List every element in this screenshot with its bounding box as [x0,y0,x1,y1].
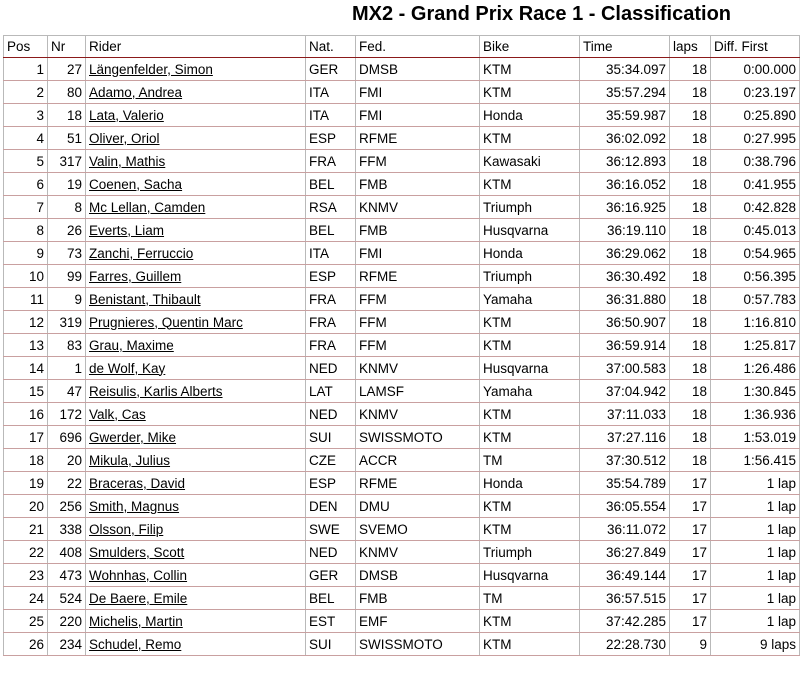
table-row [4,58,800,81]
cell-nr: 9 [48,288,86,311]
cell-time: 36:59.914 [580,334,670,357]
cell-nr: 1 [48,357,86,380]
cell-time: 36:16.925 [580,196,670,219]
cell-fed: RFME [356,472,480,495]
cell-time: 35:59.987 [580,104,670,127]
cell-diff: 0:25.890 [711,104,800,127]
rider-link[interactable]: Smith, Magnus [89,498,180,514]
rider-link[interactable]: Olsson, Filip [89,521,164,537]
table-row [4,127,800,150]
rider-link[interactable]: Grau, Maxime [89,337,174,353]
rider-link[interactable]: Benistant, Thibault [89,291,201,307]
cell-time: 37:04.942 [580,380,670,403]
cell-pos: 16 [4,403,48,426]
cell-diff: 0:54.965 [711,242,800,265]
cell-pos: 9 [4,242,48,265]
cell-fed: LAMSF [356,380,480,403]
cell-nr: 22 [48,472,86,495]
cell-nat: SUI [306,633,356,656]
cell-pos: 26 [4,633,48,656]
rider-link[interactable]: Smulders, Scott [89,544,185,560]
cell-laps: 18 [670,403,711,426]
cell-rider [86,380,306,403]
cell-bike: KTM [480,610,580,633]
cell-fed: SVEMO [356,518,480,541]
cell-diff: 1:26.486 [711,357,800,380]
cell-pos: 15 [4,380,48,403]
cell-laps: 18 [670,288,711,311]
table-row [4,403,800,426]
cell-laps: 17 [670,495,711,518]
table-row [4,380,800,403]
cell-diff: 1 lap [711,541,800,564]
cell-time: 35:34.097 [580,58,670,81]
cell-rider [86,518,306,541]
cell-fed: FFM [356,150,480,173]
cell-diff: 9 laps [711,633,800,656]
cell-laps: 18 [670,380,711,403]
cell-pos: 2 [4,81,48,104]
cell-time: 36:16.052 [580,173,670,196]
cell-time: 22:28.730 [580,633,670,656]
cell-fed: RFME [356,127,480,150]
cell-laps: 18 [670,311,711,334]
cell-bike: Honda [480,104,580,127]
table-header-row [4,36,800,58]
table-row [4,449,800,472]
cell-nr: 8 [48,196,86,219]
cell-laps: 18 [670,219,711,242]
rider-link[interactable]: Lata, Valerio [89,107,164,123]
cell-rider [86,495,306,518]
cell-time: 37:27.116 [580,426,670,449]
cell-nat: NED [306,541,356,564]
cell-diff: 1:56.415 [711,449,800,472]
cell-nr: 408 [48,541,86,564]
cell-diff: 1 lap [711,472,800,495]
table-row [4,196,800,219]
cell-bike: KTM [480,633,580,656]
cell-time: 37:11.033 [580,403,670,426]
cell-time: 36:30.492 [580,265,670,288]
cell-bike: Triumph [480,541,580,564]
cell-time: 35:57.294 [580,81,670,104]
rider-link[interactable]: Adamo, Andrea [89,84,183,100]
cell-nat: EST [306,610,356,633]
cell-nr: 80 [48,81,86,104]
rider-link[interactable]: Gwerder, Mike [89,429,177,445]
cell-diff: 1:25.817 [711,334,800,357]
cell-pos: 11 [4,288,48,311]
cell-bike: KTM [480,403,580,426]
cell-laps: 18 [670,196,711,219]
cell-bike: Triumph [480,265,580,288]
cell-laps: 18 [670,104,711,127]
cell-nat: FRA [306,288,356,311]
cell-laps: 17 [670,587,711,610]
cell-bike: KTM [480,518,580,541]
table-row [4,426,800,449]
cell-time: 35:54.789 [580,472,670,495]
rider-link[interactable]: de Wolf, Kay [89,360,166,376]
cell-rider [86,541,306,564]
cell-laps: 18 [670,265,711,288]
classification-table [3,35,800,656]
cell-rider [86,196,306,219]
rider-link[interactable]: Oliver, Oriol [89,130,160,146]
cell-rider [86,403,306,426]
table-row [4,564,800,587]
rider-link[interactable]: Valin, Mathis [89,153,166,169]
cell-rider [86,58,306,81]
cell-time: 36:05.554 [580,495,670,518]
cell-pos: 1 [4,58,48,81]
rider-link[interactable]: Coenen, Sacha [89,176,183,192]
cell-nat: FRA [306,334,356,357]
cell-laps: 18 [670,334,711,357]
rider-link[interactable]: Everts, Liam [89,222,165,238]
cell-time: 36:02.092 [580,127,670,150]
cell-fed: EMF [356,610,480,633]
rider-link[interactable]: Prugnieres, Quentin Marc [89,314,243,330]
cell-nat: ITA [306,104,356,127]
cell-rider [86,104,306,127]
cell-nr: 20 [48,449,86,472]
cell-nat: SUI [306,426,356,449]
cell-laps: 17 [670,472,711,495]
cell-time: 36:11.072 [580,518,670,541]
cell-time: 37:42.285 [580,610,670,633]
cell-diff: 1:53.019 [711,426,800,449]
cell-fed: FFM [356,311,480,334]
cell-rider [86,587,306,610]
cell-pos: 17 [4,426,48,449]
cell-nat: NED [306,403,356,426]
cell-pos: 21 [4,518,48,541]
rider-link[interactable]: Mikula, Julius [89,452,171,468]
cell-pos: 4 [4,127,48,150]
cell-pos: 14 [4,357,48,380]
cell-laps: 18 [670,127,711,150]
cell-diff: 0:00.000 [711,58,800,81]
cell-pos: 7 [4,196,48,219]
cell-fed: KNMV [356,403,480,426]
cell-nat: SWE [306,518,356,541]
cell-nat: BEL [306,219,356,242]
cell-laps: 18 [670,357,711,380]
cell-laps: 9 [670,633,711,656]
cell-rider [86,311,306,334]
cell-fed: SWISSMOTO [356,426,480,449]
cell-bike: KTM [480,173,580,196]
rider-link[interactable]: Reisulis, Karlis Alberts [89,383,223,399]
cell-nr: 19 [48,173,86,196]
cell-fed: SWISSMOTO [356,633,480,656]
cell-pos: 8 [4,219,48,242]
cell-fed: FMI [356,81,480,104]
cell-nat: BEL [306,587,356,610]
cell-laps: 18 [670,150,711,173]
cell-rider [86,173,306,196]
cell-fed: FFM [356,334,480,357]
table-row [4,265,800,288]
table-row [4,357,800,380]
cell-diff: 1:36.936 [711,403,800,426]
table-row [4,472,800,495]
cell-nr: 18 [48,104,86,127]
cell-time: 36:49.144 [580,564,670,587]
cell-diff: 0:27.995 [711,127,800,150]
cell-fed: FMI [356,104,480,127]
header-diff-first: Diff. First [711,36,800,58]
cell-nat: CZE [306,449,356,472]
cell-laps: 17 [670,564,711,587]
rider-link[interactable]: Valk, Cas [89,406,146,422]
cell-nat: GER [306,564,356,587]
cell-rider [86,81,306,104]
cell-nat: BEL [306,173,356,196]
cell-bike: Honda [480,472,580,495]
cell-bike: Yamaha [480,380,580,403]
cell-bike: Yamaha [480,288,580,311]
table-row [4,173,800,196]
cell-fed: KNMV [356,357,480,380]
cell-time: 36:57.515 [580,587,670,610]
cell-pos: 13 [4,334,48,357]
cell-rider [86,564,306,587]
table-row [4,219,800,242]
cell-nat: ESP [306,472,356,495]
cell-bike: KTM [480,127,580,150]
table-row [4,541,800,564]
cell-rider [86,334,306,357]
cell-nr: 256 [48,495,86,518]
cell-nat: GER [306,58,356,81]
header-pos: Pos [4,36,48,58]
cell-nr: 83 [48,334,86,357]
cell-rider [86,472,306,495]
header-nr: Nr [48,36,86,58]
cell-nr: 99 [48,265,86,288]
cell-diff: 0:23.197 [711,81,800,104]
header-rider: Rider [86,36,306,58]
cell-nat: DEN [306,495,356,518]
cell-nr: 473 [48,564,86,587]
cell-rider [86,610,306,633]
cell-rider [86,288,306,311]
cell-laps: 18 [670,58,711,81]
table-row [4,81,800,104]
cell-bike: Husqvarna [480,564,580,587]
cell-bike: TM [480,587,580,610]
cell-pos: 10 [4,265,48,288]
cell-pos: 24 [4,587,48,610]
header-time: Time [580,36,670,58]
header-laps: laps [670,36,711,58]
cell-nr: 73 [48,242,86,265]
cell-nr: 317 [48,150,86,173]
cell-bike: KTM [480,81,580,104]
cell-diff: 1 lap [711,518,800,541]
cell-bike: KTM [480,58,580,81]
header-bike: Bike [480,36,580,58]
cell-diff: 0:56.395 [711,265,800,288]
cell-nr: 319 [48,311,86,334]
cell-diff: 1 lap [711,610,800,633]
cell-fed: DMSB [356,58,480,81]
cell-rider [86,265,306,288]
cell-nat: ITA [306,242,356,265]
cell-pos: 18 [4,449,48,472]
cell-laps: 18 [670,242,711,265]
cell-fed: FMB [356,173,480,196]
cell-laps: 18 [670,173,711,196]
cell-nr: 696 [48,426,86,449]
table-row [4,288,800,311]
cell-diff: 0:42.828 [711,196,800,219]
rider-link[interactable]: Längenfelder, Simon [89,61,213,77]
table-row [4,311,800,334]
table-row [4,242,800,265]
cell-diff: 1:16.810 [711,311,800,334]
cell-rider [86,150,306,173]
rider-link[interactable]: De Baere, Emile [89,590,188,606]
classification-rows [4,58,800,656]
cell-pos: 5 [4,150,48,173]
cell-time: 36:19.110 [580,219,670,242]
cell-rider [86,449,306,472]
cell-bike: Triumph [480,196,580,219]
cell-pos: 3 [4,104,48,127]
cell-diff: 1 lap [711,564,800,587]
cell-fed: KNMV [356,541,480,564]
table-row [4,150,800,173]
header-nat: Nat. [306,36,356,58]
cell-fed: FMI [356,242,480,265]
cell-rider [86,242,306,265]
table-row [4,518,800,541]
cell-nat: NED [306,357,356,380]
cell-pos: 12 [4,311,48,334]
rider-link[interactable]: Mc Lellan, Camden [89,199,206,215]
header-fed: Fed. [356,36,480,58]
rider-link[interactable]: Braceras, David [89,475,186,491]
cell-nr: 26 [48,219,86,242]
table-row [4,587,800,610]
cell-nr: 524 [48,587,86,610]
rider-link[interactable]: Schudel, Remo [89,636,182,652]
cell-rider [86,127,306,150]
cell-laps: 18 [670,449,711,472]
cell-pos: 25 [4,610,48,633]
cell-rider [86,633,306,656]
cell-laps: 18 [670,81,711,104]
cell-rider [86,219,306,242]
cell-fed: KNMV [356,196,480,219]
cell-nr: 47 [48,380,86,403]
cell-nat: ITA [306,81,356,104]
cell-nat: FRA [306,311,356,334]
rider-link[interactable]: Farres, Guillem [89,268,182,284]
cell-fed: DMU [356,495,480,518]
cell-time: 37:30.512 [580,449,670,472]
cell-laps: 17 [670,541,711,564]
cell-time: 36:12.893 [580,150,670,173]
cell-fed: FMB [356,587,480,610]
cell-diff: 1 lap [711,495,800,518]
cell-diff: 0:45.013 [711,219,800,242]
cell-time: 36:27.849 [580,541,670,564]
cell-time: 36:31.880 [580,288,670,311]
cell-fed: DMSB [356,564,480,587]
rider-link[interactable]: Michelis, Martin [89,613,183,629]
cell-nat: RSA [306,196,356,219]
cell-nr: 338 [48,518,86,541]
cell-pos: 22 [4,541,48,564]
cell-pos: 19 [4,472,48,495]
cell-fed: FFM [356,288,480,311]
rider-link[interactable]: Zanchi, Ferruccio [89,245,194,261]
cell-diff: 0:41.955 [711,173,800,196]
cell-pos: 6 [4,173,48,196]
cell-laps: 18 [670,426,711,449]
table-row [4,104,800,127]
cell-diff: 0:57.783 [711,288,800,311]
rider-link[interactable]: Wohnhas, Collin [89,567,188,583]
cell-nr: 172 [48,403,86,426]
cell-fed: RFME [356,265,480,288]
cell-bike: KTM [480,334,580,357]
cell-nat: LAT [306,380,356,403]
cell-time: 36:29.062 [580,242,670,265]
cell-bike: Kawasaki [480,150,580,173]
cell-bike: KTM [480,426,580,449]
cell-nr: 51 [48,127,86,150]
cell-diff: 1 lap [711,587,800,610]
cell-pos: 23 [4,564,48,587]
cell-nat: FRA [306,150,356,173]
cell-time: 36:50.907 [580,311,670,334]
cell-time: 37:00.583 [580,357,670,380]
cell-bike: KTM [480,495,580,518]
cell-diff: 1:30.845 [711,380,800,403]
table-row [4,334,800,357]
table-row [4,610,800,633]
cell-fed: ACCR [356,449,480,472]
cell-bike: Honda [480,242,580,265]
cell-bike: KTM [480,311,580,334]
page-title: MX2 - Grand Prix Race 1 - Classification [352,3,732,25]
cell-rider [86,357,306,380]
cell-bike: TM [480,449,580,472]
cell-rider [86,426,306,449]
cell-laps: 17 [670,518,711,541]
cell-nat: ESP [306,265,356,288]
cell-pos: 20 [4,495,48,518]
cell-laps: 17 [670,610,711,633]
cell-bike: Husqvarna [480,357,580,380]
cell-bike: Husqvarna [480,219,580,242]
cell-nat: ESP [306,127,356,150]
table-row [4,495,800,518]
cell-diff: 0:38.796 [711,150,800,173]
table-row [4,633,800,656]
cell-fed: FMB [356,219,480,242]
cell-nr: 234 [48,633,86,656]
cell-nr: 220 [48,610,86,633]
cell-nr: 27 [48,58,86,81]
